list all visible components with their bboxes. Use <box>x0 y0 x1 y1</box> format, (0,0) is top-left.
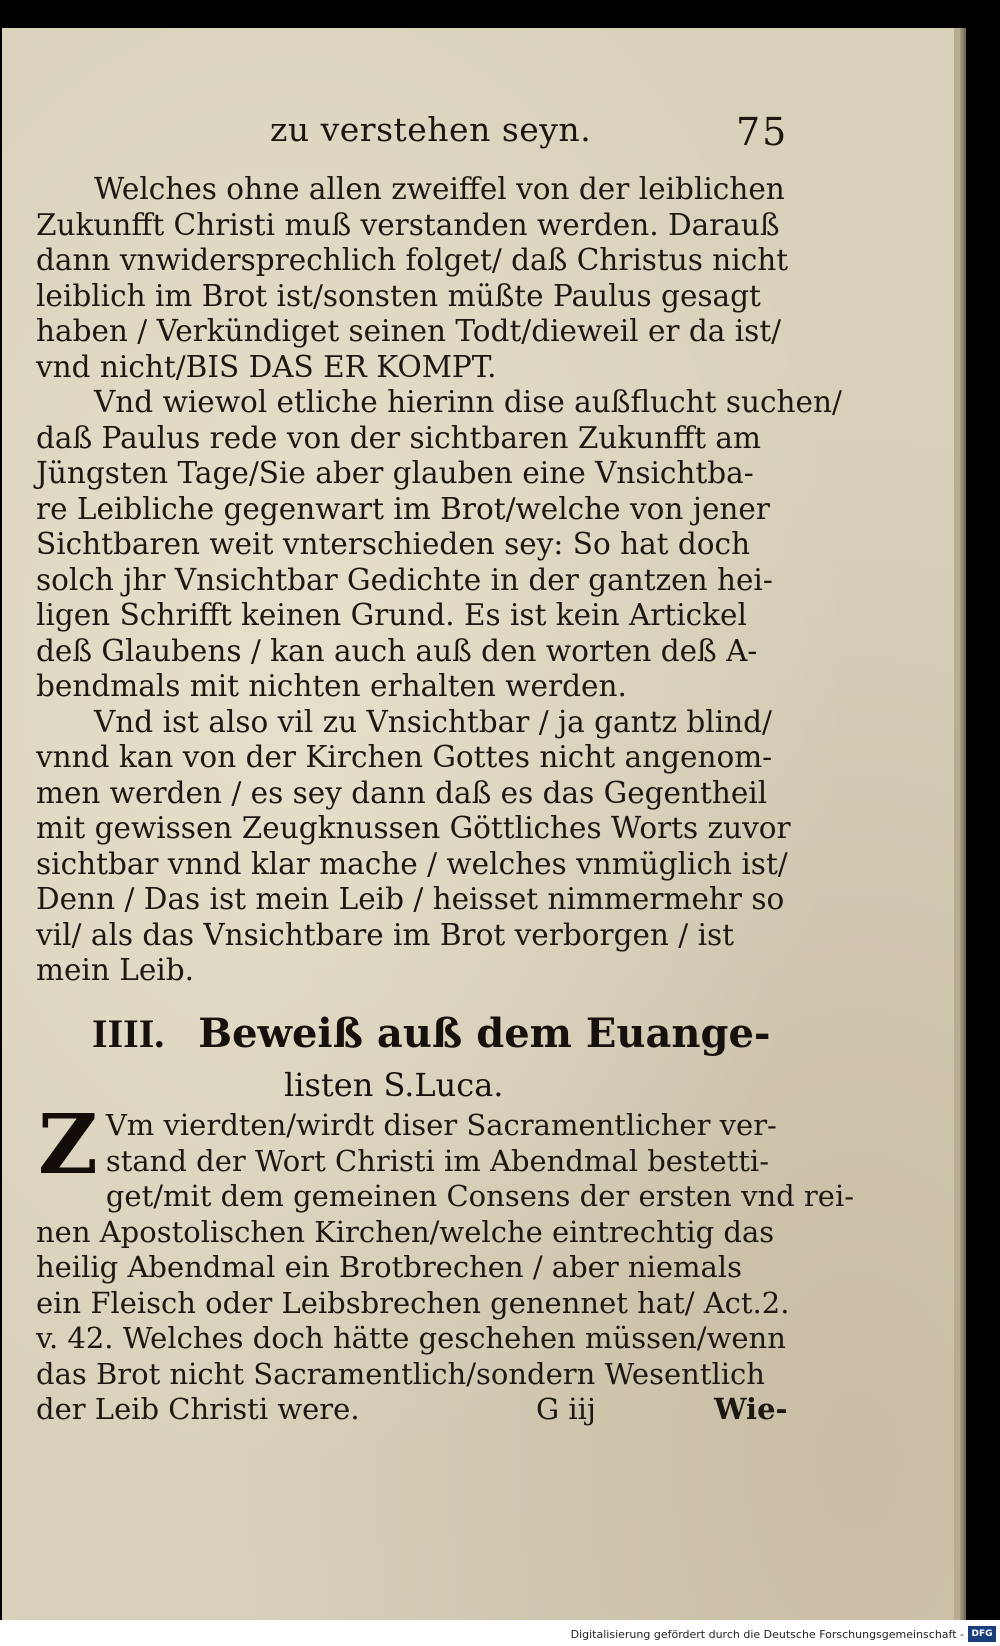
running-head: zu verstehen seyn. <box>270 110 592 149</box>
text-line: mein Leib. <box>36 953 194 987</box>
text-line: v. 42. Welches doch hätte geschehen müssen/wenn <box>36 1321 786 1355</box>
text-line: Vm vierdten/wirdt diser Sacramentlicher ver- <box>105 1108 777 1142</box>
text-line: men werden / es sey dann daß es das Gegentheil <box>36 775 768 810</box>
drop-capital: Z <box>38 1097 98 1193</box>
text-line: bendmals mit nichten erhalten werden. <box>36 669 627 703</box>
section-number: IIII. <box>92 1011 165 1056</box>
text-line: haben / Verkündiget seinen Todt/dieweil er da ist/ <box>36 314 782 348</box>
text-line: das Brot nicht Sacramentlich/sondern Wesentlich <box>36 1356 765 1391</box>
text-line: Denn / Das ist mein Leib / heisset nimmermehr so <box>36 882 785 916</box>
catchword: Wie- <box>714 1392 788 1426</box>
text-line: re Leibliche gegenwart im Brot/welche von jener <box>36 491 770 526</box>
text-line: Jüngsten Tage/Sie aber glauben eine Vnsichtba- <box>36 456 754 490</box>
body-text <box>36 172 842 989</box>
text-line: Sichtbaren weit vnterschieden sey: So hat doch <box>36 527 751 561</box>
text-line: vil/ als das Vnsichtbare im Brot verborgen / ist <box>36 917 735 952</box>
section-4-text <box>36 1097 855 1428</box>
text-line: solch jhr Vnsichtbar Gedichte in der gantzen hei- <box>36 562 773 597</box>
page-number: 75 <box>736 110 789 154</box>
text-line: ein Fleisch oder Leibsbrechen genennet hat/ Act.2. <box>36 1285 790 1320</box>
paragraph-3 <box>36 704 791 989</box>
text-line: Welches ohne allen zweiffel von der leiblichen <box>94 172 785 206</box>
dfg-logo-icon: DFG <box>968 1626 996 1642</box>
page-edge <box>960 28 966 1620</box>
text-line: get/mit dem gemeinen Consens der ersten vnd rei- <box>105 1179 855 1213</box>
text-line: deß Glaubens / kan auch auß den worten deß A- <box>36 633 758 668</box>
text-line: dann vnwidersprechlich folget/ daß Christus nicht <box>36 243 789 277</box>
text-line: Zukunfft Christi muß verstanden werden. Darauß <box>36 207 780 242</box>
footer-bar <box>0 1620 1000 1646</box>
paragraph-2 <box>36 385 842 705</box>
last-line <box>36 1392 788 1428</box>
heading-line-1: Beweiß auß dem Euange- <box>198 1010 771 1057</box>
text-line: Vnd ist also vil zu Vnsichtbar / ja gantz blind/ <box>94 704 772 739</box>
text-line: daß Paulus rede von der sichtbaren Zukunfft am <box>36 420 761 455</box>
text-line: leiblich im Brot ist/sonsten müßte Paulus gesagt <box>36 278 761 313</box>
heading-line-2: listen S.Luca. <box>284 1066 504 1104</box>
text-line: stand der Wort Christi im Abendmal bestetti- <box>105 1143 770 1178</box>
paragraph-1 <box>36 172 789 385</box>
section-heading <box>92 1010 772 1110</box>
text-line: mit gewissen Zeugknussen Göttliches Worts zuvor <box>36 811 791 845</box>
signature-mark: G iij <box>536 1392 596 1426</box>
text-line: heilig Abendmal ein Brotbrechen / aber niemals <box>36 1250 742 1284</box>
text-line: Vnd wiewol etliche hierinn dise außflucht suchen/ <box>94 385 842 419</box>
funding-note: Digitalisierung gefördert durch die Deutsche Forschungsgemeinschaft - <box>570 1628 964 1641</box>
text-line: nen Apostolischen Kirchen/welche eintrechtig das <box>36 1214 775 1249</box>
text-line: ligen Schrifft keinen Grund. Es ist kein Artickel <box>36 598 747 632</box>
text-line: der Leib Christi were. <box>36 1392 360 1426</box>
text-line: vnd nicht/BIS DAS ER KOMPT. <box>36 349 497 384</box>
text-line: vnnd kan von der Kirchen Gottes nicht angenom- <box>36 740 773 774</box>
text-line: sichtbar vnnd klar mache / welches vnmüglich ist/ <box>36 846 788 881</box>
